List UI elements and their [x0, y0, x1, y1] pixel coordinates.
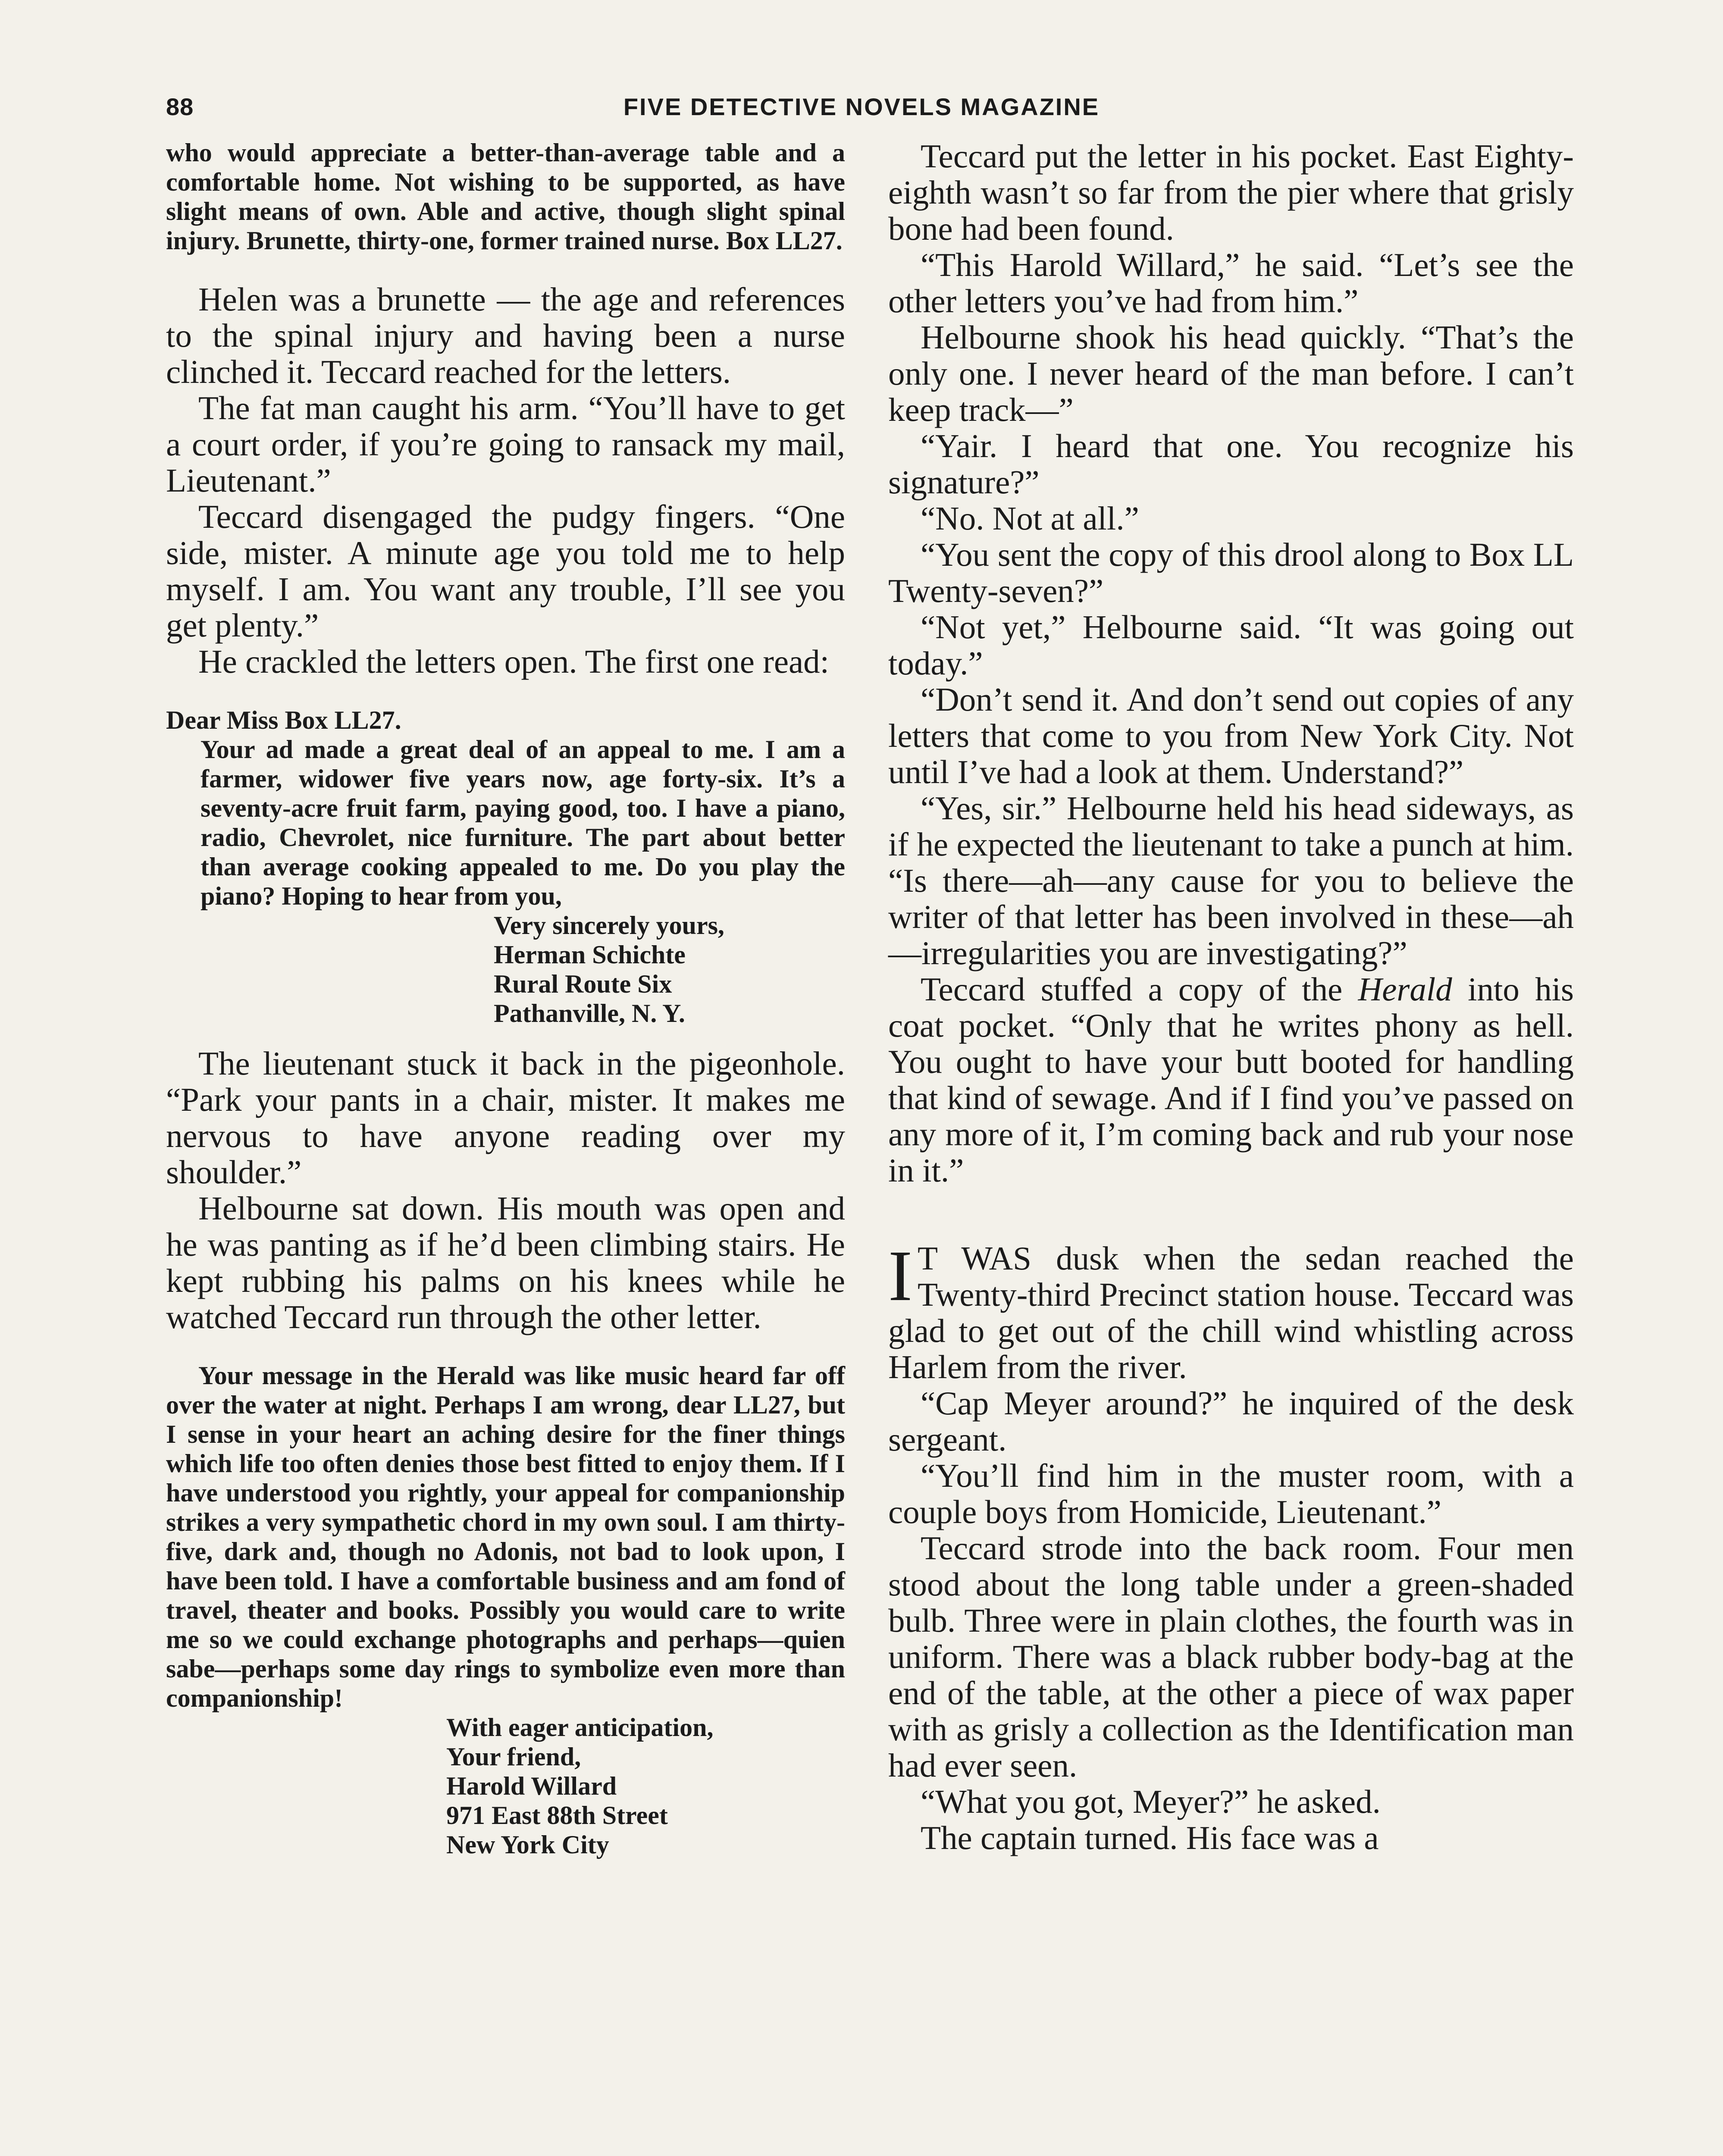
- letter-body: Your message in the Herald was like music heard far off over the water at night. Perhaps I am wrong, dear LL27, but I sense in your heart an aching desire for the finer things which life too often denies those best fitted to enjoy them. If I have understood you rightly, your appeal for companionship strikes a very sympathetic chord in my own soul. I am thirty-five, dark and, though no Adonis, not bad to look upon, I have been told. I have a comfortable business and am fond of travel, theater and books. Possibly you would care to write me so we could exchange photographs and perhaps—quien sabe—perhaps some day rings to symbolize even more than companionship!: [166, 1361, 845, 1712]
- paragraph: Helen was a brunette — the age and references to the spinal injury and having been a nurse clinched it. Teccard reached for the letters.: [166, 281, 845, 390]
- signature-line: Your friend,: [446, 1742, 581, 1771]
- letter-greeting: Dear Miss Box LL27.: [166, 706, 401, 734]
- paragraph: “You sent the copy of this drool along to Box LL Twenty-seven?”: [888, 536, 1574, 609]
- signature-line: Pathanville, N. Y.: [494, 999, 685, 1028]
- text-run: T WAS dusk when the sedan reached the Twenty-third Precinct station house. Teccard was glad to get out of the chill wind whistling across Harlem from the river.: [888, 1240, 1574, 1385]
- section-opening-paragraph: [888, 1236, 1574, 1385]
- page-number: 88: [166, 93, 194, 120]
- paragraph: The lieutenant stuck it back in the pigeonhole. “Park your pants in a chair, mister. It makes me nervous to have anyone reading over my shoulder.”: [166, 1045, 845, 1191]
- paragraph: He crackled the letters open. The first one read:: [198, 643, 830, 680]
- newspaper-title: Herald: [1358, 971, 1452, 1008]
- signature-line: Herman Schichte: [494, 940, 686, 969]
- paragraph: “No. Not at all.”: [921, 500, 1139, 537]
- paragraph: Teccard put the letter in his pocket. East Eighty-eighth wasn’t so far from the pier where that grisly bone had been found.: [888, 138, 1574, 247]
- signature-line: Rural Route Six: [494, 970, 672, 998]
- paragraph: “Yair. I heard that one. You recognize his signature?”: [888, 427, 1574, 501]
- page-header: [166, 93, 1557, 132]
- letter-body: Your ad made a great deal of an appeal to me. I am a farmer, widower five years now, age forty-six. It’s a seventy-acre fruit farm, paying good, too. I have a piano, radio, Chevrolet, nice furniture. The part about better than average cooking appealed to me. Do you play the piano? Hoping to hear from you,: [200, 735, 845, 910]
- paragraph: “Don’t send it. And don’t send out copies of any letters that come to you from New York City. Not until I’ve had a look at them. Understand?”: [888, 681, 1574, 790]
- paragraph: Helbourne sat down. His mouth was open and he was panting as if he’d been climbing stairs. He kept rubbing his palms on his knees while he watched Teccard run through the other letter.: [166, 1190, 845, 1335]
- letter-signature: [446, 1713, 845, 1859]
- signature-line: 971 East 88th Street: [446, 1801, 668, 1830]
- paragraph: The fat man caught his arm. “You’ll have to get a court order, if you’re going to ransack my mail, Lieutenant.”: [166, 389, 845, 499]
- paragraph: “You’ll find him in the muster room, with a couple boys from Homicide, Lieutenant.”: [888, 1457, 1574, 1530]
- running-title: FIVE DETECTIVE NOVELS MAGAZINE: [623, 93, 1100, 120]
- signature-line: Harold Willard: [446, 1772, 617, 1800]
- letter-signature: [494, 911, 845, 1028]
- letter-herman-schichte: [166, 705, 845, 1028]
- signature-line: With eager anticipation,: [446, 1713, 714, 1742]
- paragraph: “Yes, sir.” Helbourne held his head sideways, as if he expected the lieutenant to take a punch at him. “Is there—ah—any cause for you to believe the writer of that letter has been involved in these—ah—irregularities you are investigating?”: [888, 790, 1574, 971]
- paragraph: [888, 971, 1574, 1188]
- signature-line: New York City: [446, 1830, 609, 1859]
- right-column: [888, 138, 1574, 1856]
- paragraph: “Cap Meyer around?” he inquired of the desk sergeant.: [888, 1385, 1574, 1458]
- paragraph: Teccard strode into the back room. Four men stood about the long table under a green-shaded bulb. Three were in plain clothes, the fourth was in uniform. There was a black rubber body-bag at the end of the table, at the other a piece of wax paper with as grisly a collection as the Identification man had ever seen.: [888, 1529, 1574, 1784]
- paragraph: “Not yet,” Helbourne said. “It was going out today.”: [888, 608, 1574, 682]
- text-run: Teccard stuffed a copy of the: [921, 971, 1358, 1008]
- paragraph: “This Harold Willard,” he said. “Let’s see the other letters you’ve had from him.”: [888, 246, 1574, 320]
- paragraph: “What you got, Meyer?” he asked.: [921, 1783, 1381, 1820]
- classified-ad-text: who would appreciate a better-than-average table and a comfortable home. Not wishing to be supported, as have slight means of own. Able and active, though slight spinal injury. Brunette, thirty-one, former trained nurse. Box LL27.: [166, 138, 845, 255]
- left-column: [166, 138, 845, 1859]
- paragraph: The captain turned. His face was a: [921, 1819, 1379, 1856]
- paragraph: Helbourne shook his head quickly. “That’s the only one. I never heard of the man before. I can’t keep track—”: [888, 319, 1574, 428]
- letter-harold-willard: [166, 1361, 845, 1859]
- drop-cap: I: [888, 1236, 912, 1316]
- text-run: into his coat pocket. “Only that he writes phony as hell. You ought to have your butt booted for handling that kind of sewage. And if I find you’ve passed on any more of it, I’m coming back and rub your nose in it.”: [888, 971, 1574, 1189]
- paragraph: Teccard disengaged the pudgy fingers. “One side, mister. A minute age you told me to help myself. I am. You want any trouble, I’ll see you get plenty.”: [166, 498, 845, 644]
- signature-line: Very sincerely yours,: [494, 911, 724, 940]
